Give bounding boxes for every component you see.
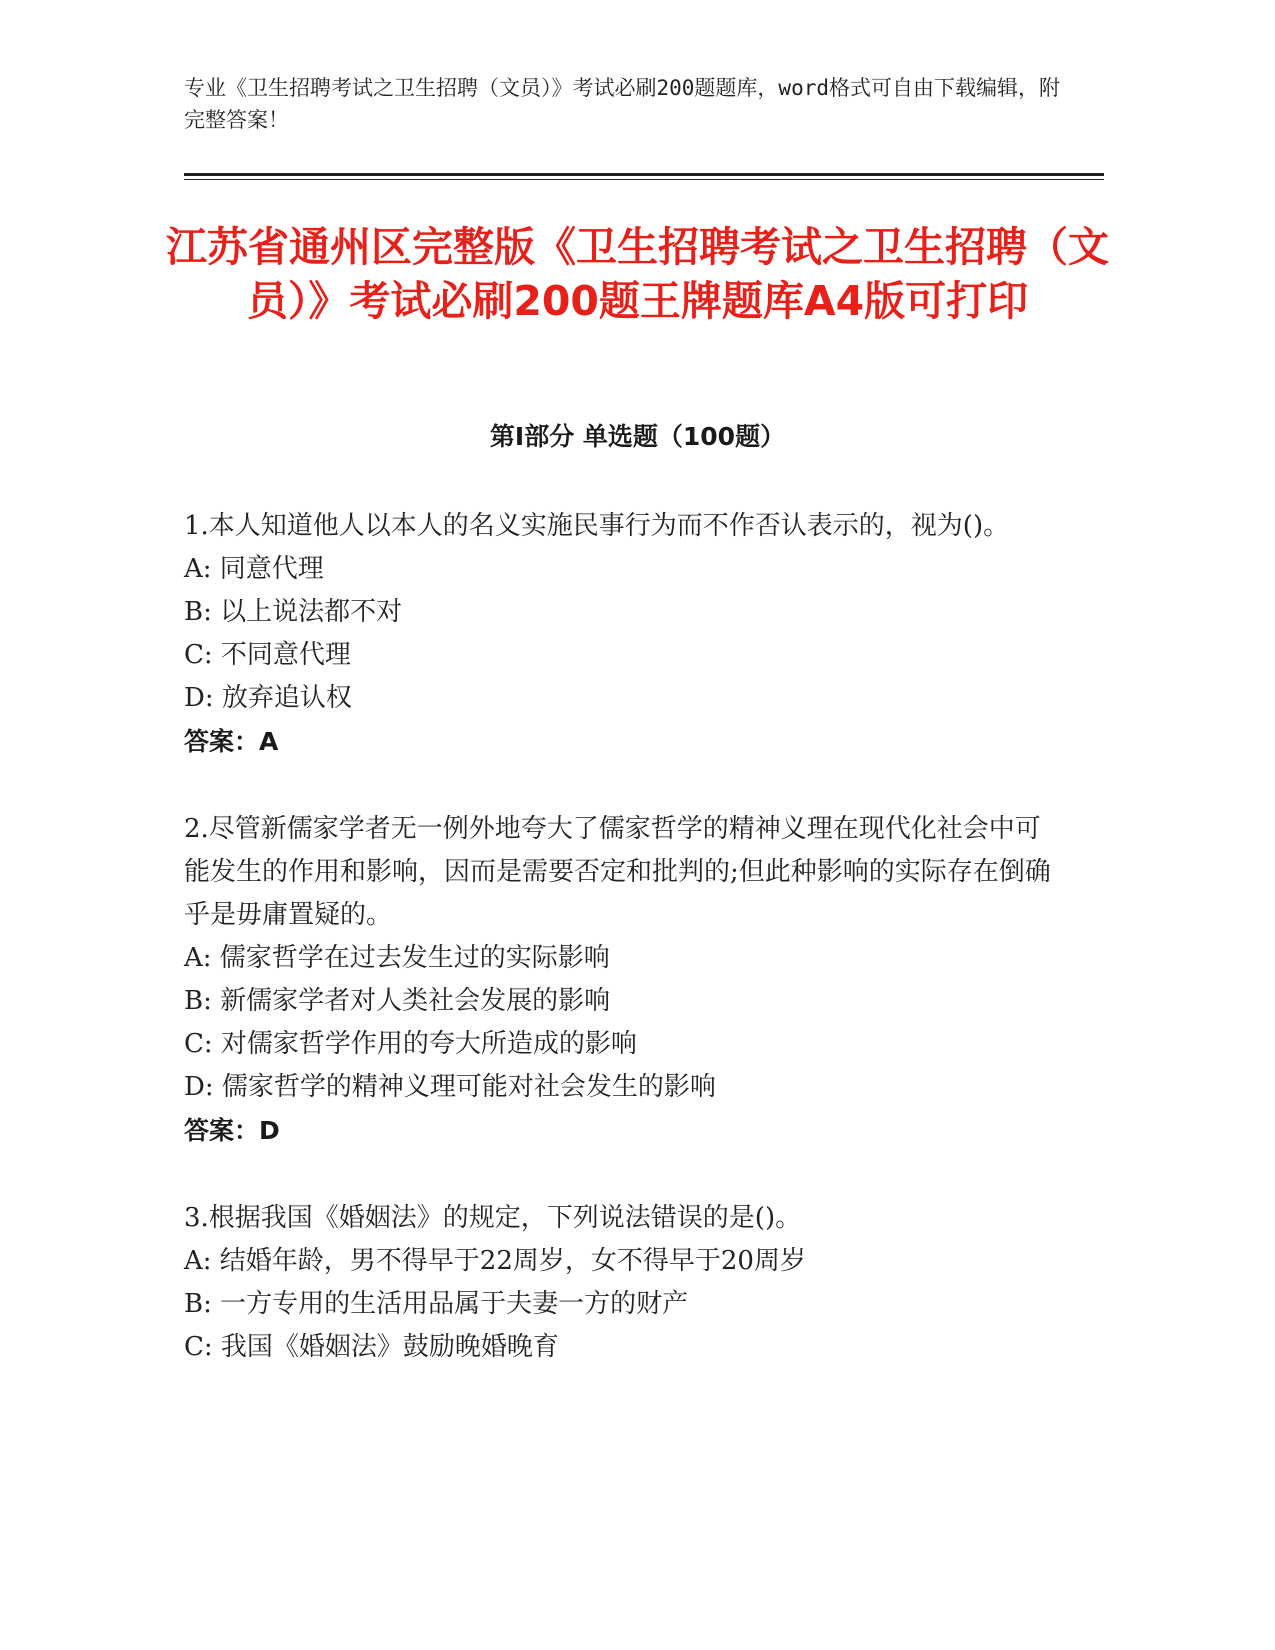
option-c: C: 对儒家哲学作用的夸大所造成的影响 xyxy=(184,1029,637,1059)
question-list xyxy=(184,505,1064,1414)
option-c: C: 我国《婚姻法》鼓励晚婚晚育 xyxy=(184,1332,559,1362)
question-stem: 2.尽管新儒家学者无一例外地夸大了儒家哲学的精神义理在现代化社会中可能发生的作用和影响，因而是需要否定和批判的;但此种影响的实际存在倒确乎是毋庸置疑的。 xyxy=(184,814,1051,930)
option-a: A: 结婚年龄，男不得早于22周岁，女不得早于20周岁 xyxy=(184,1246,806,1276)
answer: 答案：A xyxy=(184,727,279,756)
header-note: 专业《卫生招聘考试之卫生招聘（文员）》考试必刷200题题库，word格式可自由下载编辑，附完整答案！ xyxy=(184,76,1060,132)
option-b: B: 以上说法都不对 xyxy=(184,597,403,627)
option-d: D: 放弃追认权 xyxy=(184,683,352,713)
option-c: C: 不同意代理 xyxy=(184,640,351,670)
question-2 xyxy=(184,808,1064,1152)
option-d: D: 儒家哲学的精神义理可能对社会发生的影响 xyxy=(184,1072,716,1102)
question-1 xyxy=(184,505,1064,763)
header-divider-thick xyxy=(184,173,1104,176)
section-title: 第Ⅰ部分 单选题（100题） xyxy=(489,422,786,451)
question-stem: 1.本人知道他人以本人的名义实施民事行为而不作否认表示的，视为()。 xyxy=(184,511,1010,541)
document-title: 江苏省通州区完整版《卫生招聘考试之卫生招聘（文员）》考试必刷200题王牌题库A4版可打印 xyxy=(166,223,1109,325)
answer: 答案：D xyxy=(184,1116,280,1145)
header-divider-thin xyxy=(184,179,1104,180)
question-3 xyxy=(184,1197,1064,1369)
option-b: B: 新儒家学者对人类社会发展的影响 xyxy=(184,986,611,1016)
option-a: A: 同意代理 xyxy=(184,554,324,584)
option-a: A: 儒家哲学在过去发生过的实际影响 xyxy=(184,943,610,973)
question-stem: 3.根据我国《婚姻法》的规定，下列说法错误的是()。 xyxy=(184,1203,802,1233)
option-b: B: 一方专用的生活用品属于夫妻一方的财产 xyxy=(184,1289,689,1319)
